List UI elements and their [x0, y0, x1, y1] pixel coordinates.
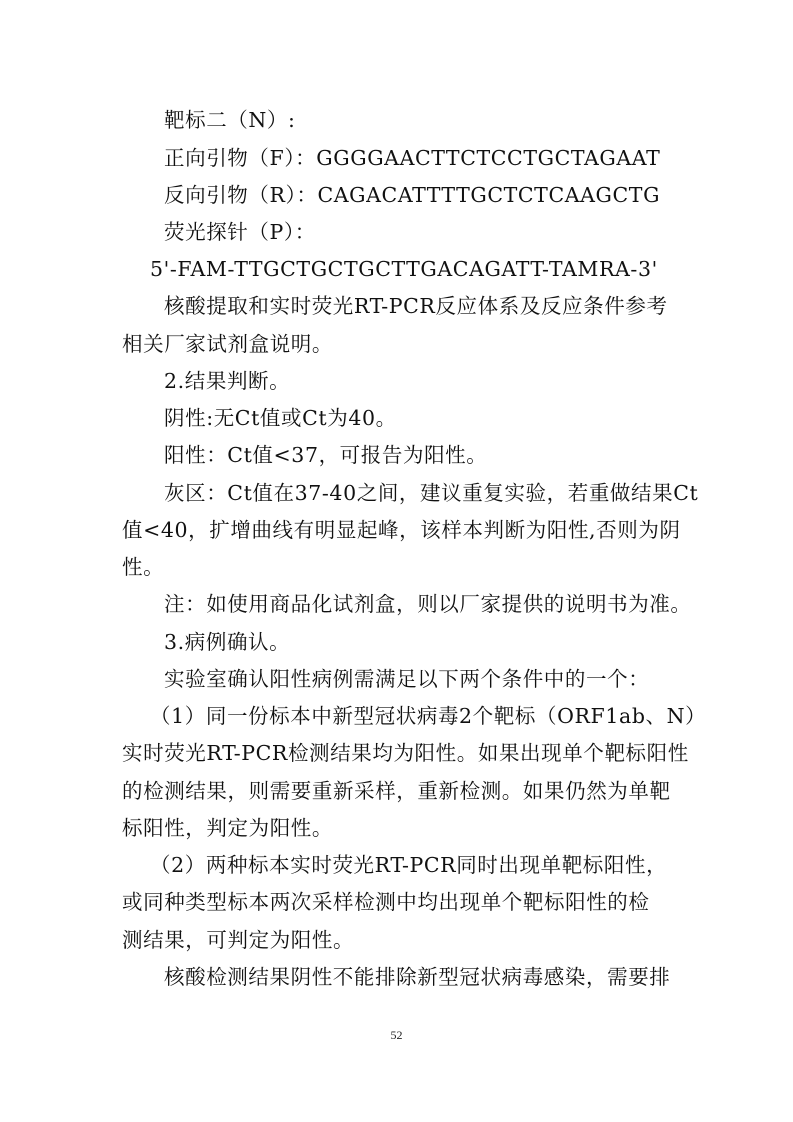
line-gray-zone-1: 灰区：Ct值在37-40之间，建议重复实验，若重做结果Ct: [164, 481, 699, 505]
section-case-confirmation: 3.病例确认。: [164, 630, 291, 654]
line-criterion-1d: 标阳性，判定为阳性。: [122, 816, 333, 840]
line-criterion-1a: （1）同一份标本中新型冠状病毒2个靶标（ORF1ab、N）: [150, 704, 707, 728]
line-criterion-2a: （2）两种标本实时荧光RT-PCR同时出现单靶标阳性，: [150, 853, 668, 877]
line-confirmation-criteria: 实验室确认阳性病例需满足以下两个条件中的一个：: [164, 667, 650, 691]
line-target-two: 靶标二（N）:: [164, 108, 296, 132]
line-reverse-primer: 反向引物（R）：CAGACATTTTGCTCTCAAGCTG: [164, 183, 661, 207]
line-criterion-1b: 实时荧光RT-PCR检测结果均为阳性。如果出现单个靶标阳性: [122, 741, 689, 765]
line-negative-caveat: 核酸检测结果阴性不能排除新型冠状病毒感染，需要排: [164, 965, 671, 989]
line-note-kit: 注：如使用商品化试剂盒，则以厂家提供的说明书为准。: [164, 592, 692, 616]
line-extraction-note-2: 相关厂家试剂盒说明。: [122, 332, 333, 356]
line-criterion-2c: 测结果，可判定为阳性。: [122, 928, 355, 952]
line-probe-sequence: 5'-FAM-TTGCTGCTGCTTGACAGATT-TAMRA-3': [150, 257, 658, 281]
line-gray-zone-2: 值<40，扩增曲线有明显起峰，该样本判断为阳性,否则为阴: [122, 518, 681, 542]
page-number: 52: [390, 1028, 403, 1042]
line-extraction-note-1: 核酸提取和实时荧光RT-PCR反应体系及反应条件参考: [164, 294, 668, 318]
line-criterion-1c: 的检测结果，则需要重新采样，重新检测。如果仍然为单靶: [122, 779, 671, 803]
line-negative: 阴性:无Ct值或Ct为40。: [164, 406, 397, 430]
line-probe-label: 荧光探针（P）：: [164, 220, 316, 244]
line-gray-zone-3: 性。: [122, 555, 165, 579]
line-positive: 阳性：Ct值<37，可报告为阳性。: [164, 443, 488, 467]
section-result-judgement: 2.结果判断。: [164, 369, 291, 393]
line-criterion-2b: 或同种类型标本两次采样检测中均出现单个靶标阳性的检: [122, 890, 650, 914]
line-forward-primer: 正向引物（F）：GGGGAACTTCTCCTGCTAGAAT: [164, 146, 661, 170]
